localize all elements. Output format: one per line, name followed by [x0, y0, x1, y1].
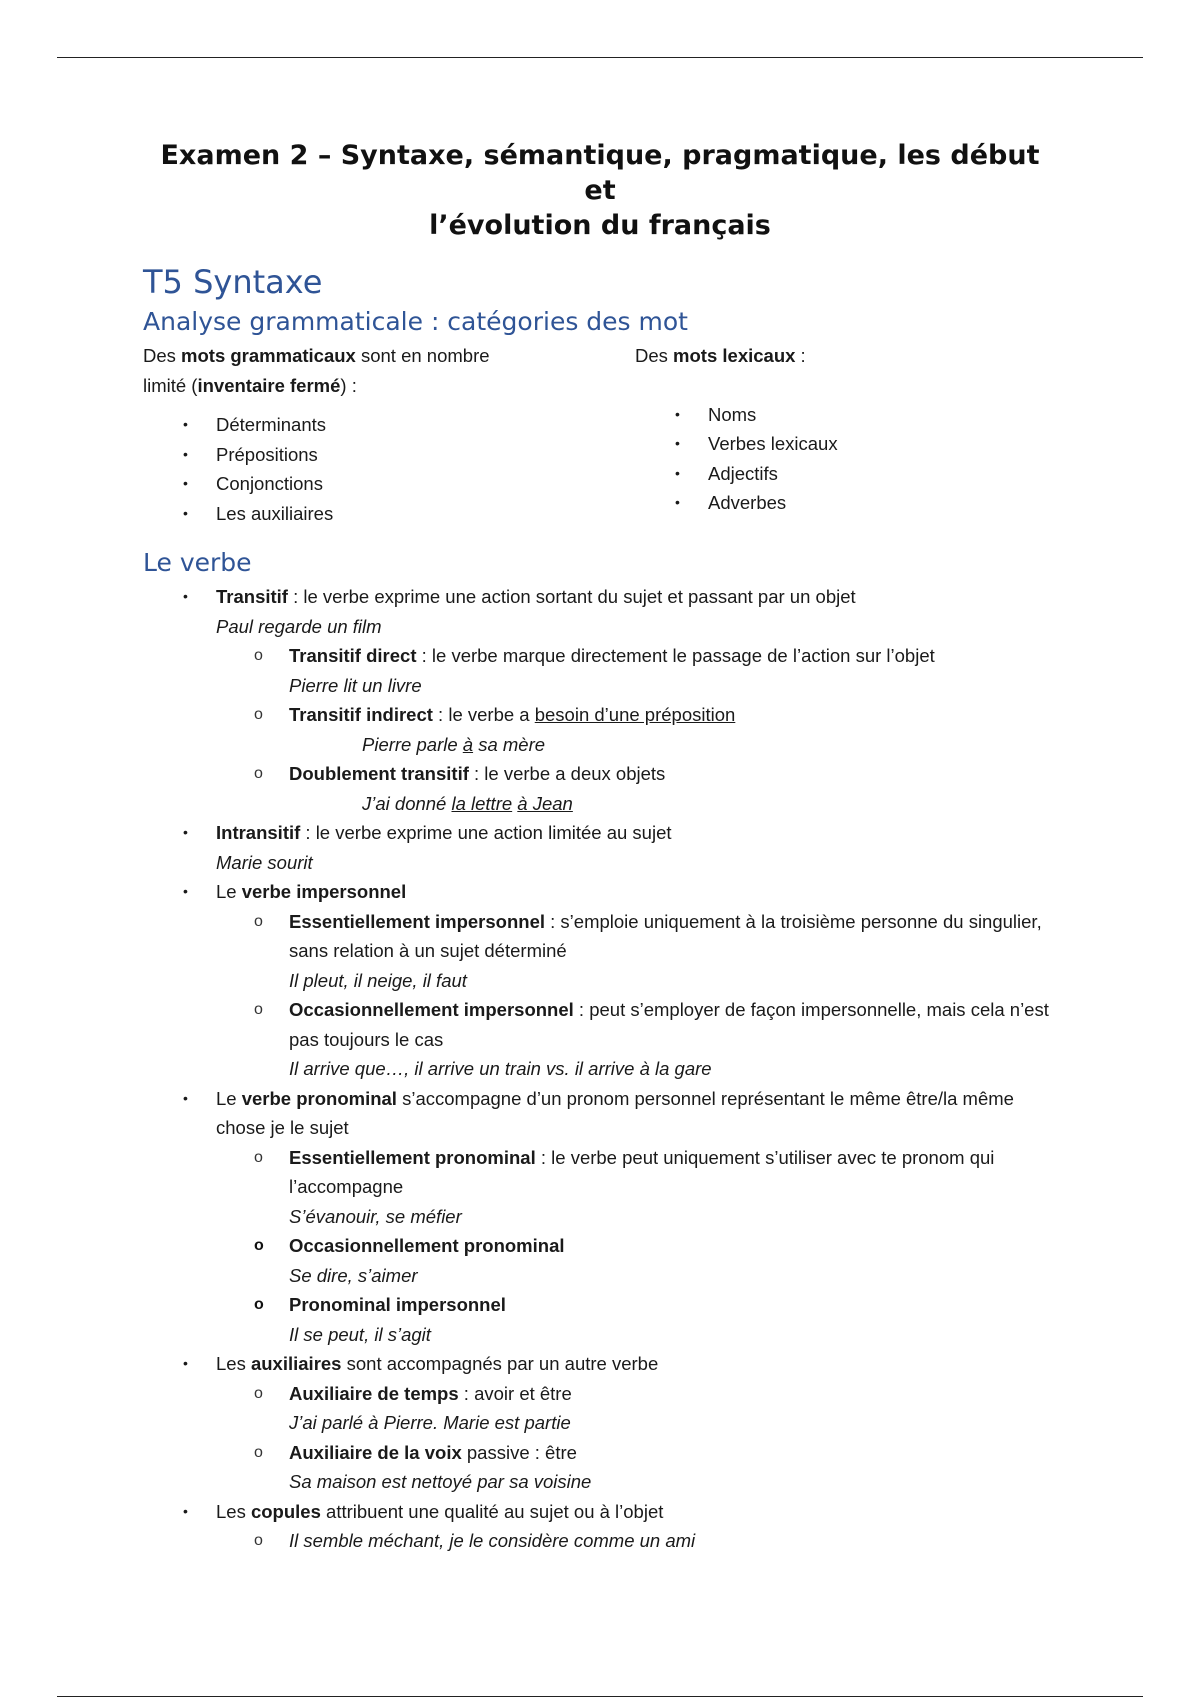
list-item-copules: • Les copules attribuent une qualité au sujet ou à l’objet o Il semble méchant, je le considère comme un ami: [143, 1497, 1057, 1556]
categories-columns: [143, 341, 1057, 528]
example: S’évanouir, se méfier: [289, 1205, 462, 1227]
example: Paul regarde un film: [216, 615, 382, 637]
list-item-intransitif: • Intransitif : le verbe exprime une action limitée au sujet Marie sourit: [143, 818, 1057, 877]
list-item-occasionnellement-impersonnel: o Occasionnellement impersonnel : peut s’employer de façon impersonnelle, mais cela n’est pas toujours le cas Il arrive que…, il arrive un train vs. il arrive à la gare: [216, 995, 1057, 1084]
example: Il arrive que…, il arrive un train vs. il arrive à la gare: [289, 1058, 712, 1079]
list-item-transitif-direct: o Transitif direct : le verbe marque directement le passage de l’action sur l’objet Pierre lit un livre: [216, 641, 1057, 700]
list-item-transitif-indirect: o Transitif indirect : le verbe a besoin d’une préposition Pierre parle à sa mère: [216, 700, 1057, 759]
document-title: [143, 138, 1057, 243]
top-rule: [57, 57, 1143, 58]
example: J’ai donné la lettre à Jean: [362, 792, 573, 814]
lexical-words-intro: Des mots lexicaux :: [635, 345, 806, 366]
list-item-verbe-impersonnel: • Le verbe impersonnel o Essentiellement impersonnel : s’emploie uniquement à la troisième personne du singulier, sans relation à un sujet déterminé Il pleut, il neige, il faut o Occasionnellement impersonnel : peut s’employer de façon impersonnelle, mais cela n’est pas toujours le cas Il arrive que…, il arrive un train vs. il arrive à la gare: [143, 877, 1057, 1084]
list-item: • Conjonctions: [183, 473, 323, 494]
list-item: • Déterminants: [183, 414, 327, 435]
lexical-words-list: [635, 400, 1055, 518]
example: Il pleut, il neige, il faut: [289, 969, 467, 991]
list-item: • Adverbes: [675, 492, 787, 513]
example: Pierre lit un livre: [289, 674, 422, 696]
list-item-pronominal-impersonnel: o Pronominal impersonnel Il se peut, il s’agit: [216, 1290, 1057, 1349]
copules-sublist: [216, 1526, 1057, 1556]
heading-t5-syntaxe: T5 Syntaxe: [143, 263, 323, 301]
title-line-1: Examen 2 – Syntaxe, sémantique, pragmatique, les début et: [160, 140, 1040, 206]
example: Il semble méchant, je le considère comme un ami: [289, 1530, 696, 1551]
heading-le-verbe: Le verbe: [143, 548, 252, 577]
grammatical-words-intro: Des mots grammaticaux sont en nombre limité (inventaire fermé) :: [143, 345, 490, 396]
example: Pierre parle à sa mère: [362, 733, 546, 755]
title-line-2: l’évolution du français: [429, 210, 771, 241]
heading-analyse-grammaticale: Analyse grammaticale : catégories des mot: [143, 307, 688, 336]
verbe-list: [143, 582, 1057, 1556]
bottom-rule: [57, 1696, 1143, 1697]
list-item: • Noms: [675, 403, 757, 425]
lexical-words-column: [635, 341, 1055, 528]
example: Sa maison est nettoyé par sa voisine: [289, 1471, 592, 1492]
list-item-transitif: • Transitif : le verbe exprime une action sortant du sujet et passant par un objet Paul regarde un film o Transitif direct : le verbe marque directement le passage de l’action sur l’objet Pierre lit un livre o Transitif indirect : le verbe a besoin d’une préposition Pierre parle à sa mère o Doublement transitif : le verbe a deux objets J’ai donné la lettre à Jean: [143, 582, 1057, 818]
example: Se dire, s’aimer: [289, 1264, 418, 1286]
list-item-auxiliaire-temps: o Auxiliaire de temps : avoir et être J’ai parlé à Pierre. Marie est partie: [216, 1379, 1057, 1438]
impersonnel-sublist: [216, 907, 1057, 1084]
document-page: [143, 138, 1057, 1556]
list-item: • Adjectifs: [675, 462, 778, 484]
list-item: • Prépositions: [183, 443, 318, 465]
list-item-verbe-pronominal: • Le verbe pronominal s’accompagne d’un pronom personnel représentant le même être/la même chose je le sujet o Essentiellement pronominal : le verbe peut uniquement s’utiliser avec te pronom qui l’accompagne S’évanouir, se méfier o Occasionnellement pronominal Se dire, s’aimer o Pronominal impersonnel Il se peut, il s’agit: [143, 1084, 1057, 1350]
example: J’ai parlé à Pierre. Marie est partie: [289, 1412, 571, 1433]
transitif-sublist: [216, 641, 1057, 818]
list-item: • Verbes lexicaux: [675, 433, 838, 454]
list-item-doublement-transitif: o Doublement transitif : le verbe a deux objets J’ai donné la lettre à Jean: [216, 759, 1057, 818]
verbe-section: [143, 544, 1057, 1556]
list-item-copules-example: o Il semble méchant, je le considère comme un ami: [254, 1530, 696, 1551]
list-item-occasionnellement-pronominal: o Occasionnellement pronominal Se dire, s’aimer: [216, 1231, 1057, 1290]
list-item: • Les auxiliaires: [183, 502, 334, 524]
grammatical-words-column: [143, 341, 635, 528]
list-item-essentiellement-impersonnel: o Essentiellement impersonnel : s’emploie uniquement à la troisième personne du singulier, sans relation à un sujet déterminé Il pleut, il neige, il faut: [216, 907, 1057, 996]
list-item-auxiliaires: • Les auxiliaires sont accompagnés par un autre verbe o Auxiliaire de temps : avoir et être J’ai parlé à Pierre. Marie est partie o Auxiliaire de la voix passive : être Sa maison est nettoyé par sa voisine: [143, 1349, 1057, 1497]
list-item-essentiellement-pronominal: o Essentiellement pronominal : le verbe peut uniquement s’utiliser avec te pronom qui l’accompagne S’évanouir, se méfier: [216, 1143, 1057, 1232]
grammatical-words-list: [143, 410, 635, 528]
example: Il se peut, il s’agit: [289, 1323, 431, 1345]
example: Marie sourit: [216, 851, 313, 873]
pronominal-sublist: [216, 1143, 1057, 1350]
auxiliaires-sublist: [216, 1379, 1057, 1497]
list-item-auxiliaire-voix: o Auxiliaire de la voix passive : être Sa maison est nettoyé par sa voisine: [216, 1438, 1057, 1497]
